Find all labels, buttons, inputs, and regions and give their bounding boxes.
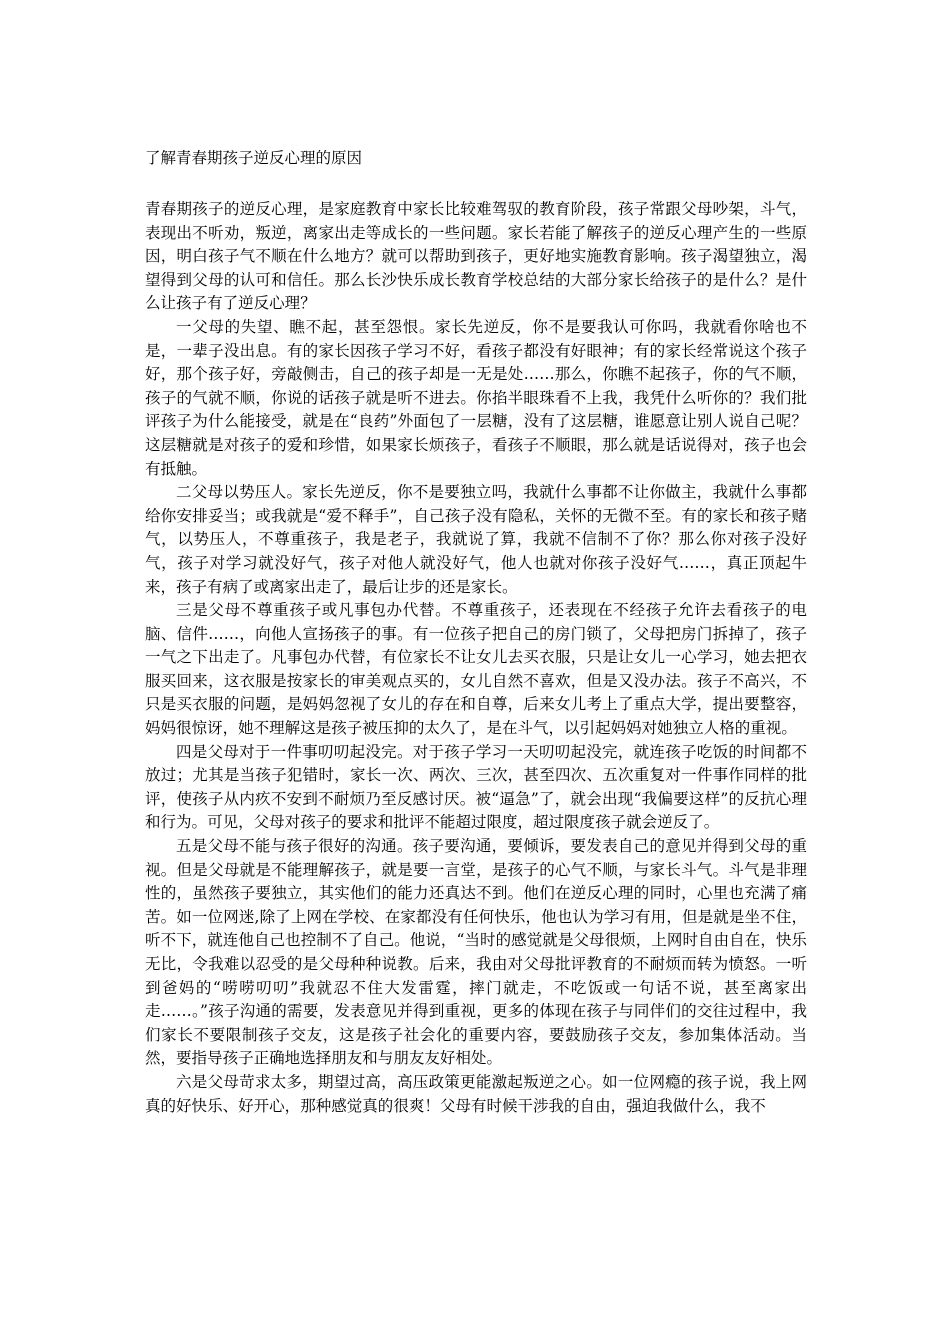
paragraph-reason-2: 二父母以势压人。家长先逆反，你不是要独立吗，我就什么事都不让你做主，我就什么事都给你安排妥当；或我就是“爱不释手”，自己孩子没有隐私，关怀的无微不至。有的家长和孩子赌气，以势压人，不尊重孩子，我是老子，我就说了算，我就不信制不了你？那么你对孩子没好气，孩子对学习就没好气，孩子对他人就没好气，他人也就对你孩子没好气……，真正顶起牛来，孩子有病了或离家出走了，最后让步的还是家长。 bbox=[145, 483, 807, 596]
paragraph-reason-5: 五是父母不能与孩子很好的沟通。孩子要沟通，要倾诉，要发表自己的意见并得到父母的重视。但是父母就是不能理解孩子，就是要一言堂，是孩子的心气不顺，与家长斗气。斗气是非理性的，虽然孩子要独立，其实他们的能力还真达不到。他们在逆反心理的同时，心里也充满了痛苦。如一位网迷,除了上网在学校、在家都没有任何快乐，他也认为学习有用，但是就是坐不住，听不下，就连他自己也控制不了自己。他说，“当时的感觉就是父母很烦，上网时自由自在，快乐无比，令我难以忍受的是父母种种说教。后来，我由对父母批评教育的不耐烦而转为愤怒。一听到爸妈的“唠唠叨叨”我就忍不住大发雷霆，摔门就走，不吃饭或一句话不说，甚至离家出走……。”孩子沟通的需要，发表意见并得到重视，更多的体现在孩子与同伴们的交往过程中，我们家长不要限制孩子交友，这是孩子社会化的重要内容，要鼓励孩子交友，参加集体活动。当然，要指导孩子正确地选择朋友和与朋友友好相处。 bbox=[145, 837, 807, 1068]
paragraph-reason-1: 一父母的失望、瞧不起，甚至怨恨。家长先逆反，你不是要我认可你吗，我就看你啥也不是，一辈子没出息。有的家长因孩子学习不好，看孩子都没有好眼神；有的家长经常说这个孩子好，那个孩子好，旁敲侧击，自己的孩子却是一无是处……那么，你瞧不起孩子，你的气不顺，孩子的气就不顺，你说的话孩子就是听不进去。你掐半眼珠看不上我，我凭什么听你的？我们批评孩子为什么能接受，就是在“良药”外面包了一层糖，没有了这层糖，谁愿意让别人说自己呢？这层糖就是对孩子的爱和珍惜，如果家长烦孩子，看孩子不顺眼，那么就是话说得对，孩子也会有抵触。 bbox=[145, 317, 807, 478]
document-title: 了解青春期孩子逆反心理的原因 bbox=[145, 149, 363, 167]
document-body bbox=[145, 198, 807, 1118]
paragraph-reason-3: 三是父母不尊重孩子或凡事包办代替。不尊重孩子，还表现在不经孩子允许去看孩子的电脑、信件……，向他人宣扬孩子的事。有一位孩子把自己的房门锁了，父母把房门拆掉了，孩子一气之下出走了。凡事包办代替，有位家长不让女儿去买衣服，只是让女儿一心学习，她去把衣服买回来，这衣服是按家长的审美观点买的，女儿自然不喜欢，但是又没办法。孩子不高兴，不只是买衣服的问题，是妈妈忽视了女儿的存在和自尊，后来女儿考上了重点大学，提出要整容，妈妈很惊讶，她不理解这是孩子被压抑的太久了，是在斗气，以引起妈妈对她独立人格的重视。 bbox=[145, 601, 807, 738]
paragraph-intro: 青春期孩子的逆反心理，是家庭教育中家长比较难驾驭的教育阶段，孩子常跟父母吵架，斗气，表现出不听劝，叛逆，离家出走等成长的一些问题。家长若能了解孩子的逆反心理产生的一些原因，明白孩子气不顺在什么地方？就可以帮助到孩子，更好地实施教育影响。孩子渴望独立，渴望得到父母的认可和信任。那么长沙快乐成长教育学校总结的大部分家长给孩子的是什么？是什么让孩子有了逆反心理？ bbox=[145, 200, 807, 313]
paragraph-reason-4: 四是父母对于一件事叨叨起没完。对于孩子学习一天叨叨起没完，就连孩子吃饭的时间都不放过；尤其是当孩子犯错时，家长一次、两次、三次，甚至四次、五次重复对一件事作同样的批评，使孩子从内疚不安到不耐烦乃至反感讨厌。被“逼急”了，就会出现“我偏要这样”的反抗心理和行为。可见，父母对孩子的要求和批评不能超过限度，超过限度孩子就会逆反了。 bbox=[145, 742, 807, 832]
paragraph-reason-6: 六是父母苛求太多，期望过高，高压政策更能激起叛逆之心。如一位网瘾的孩子说，我上网真的好快乐、好开心，那种感觉真的很爽！父母有时候干涉我的自由，强迫我做什么，我不 bbox=[145, 1072, 807, 1115]
